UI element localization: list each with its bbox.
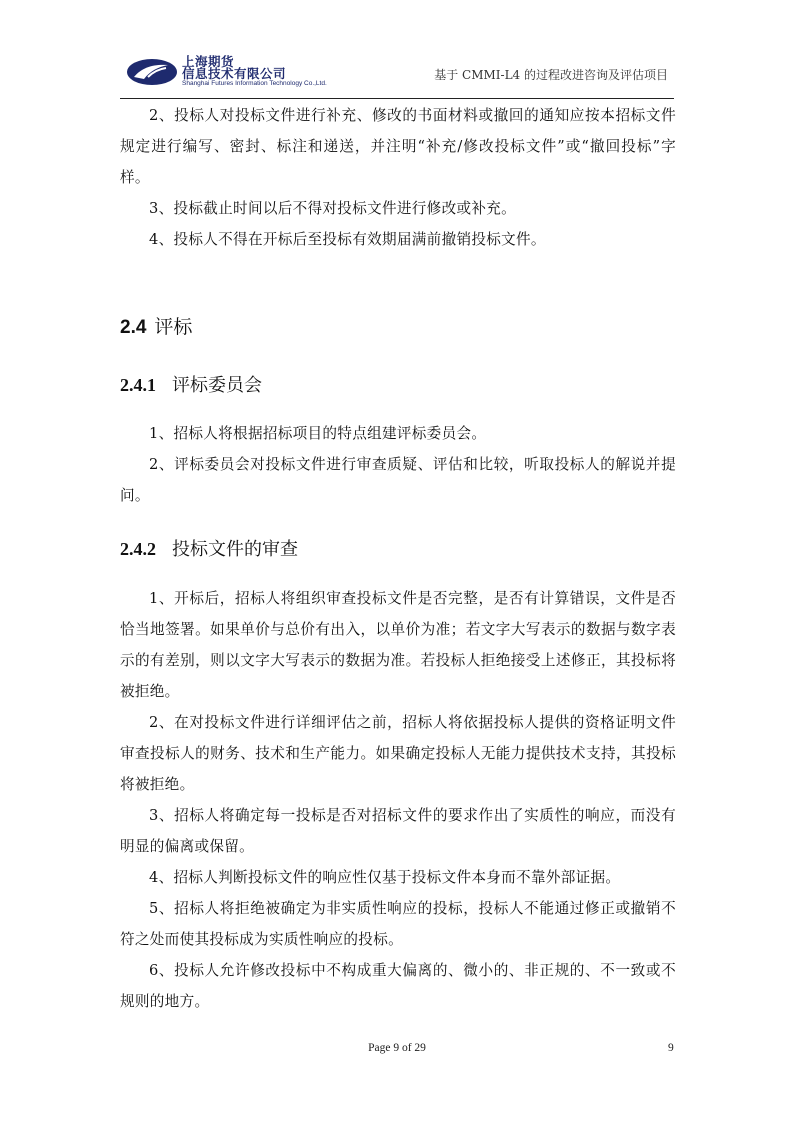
subsection-heading (120, 371, 676, 399)
paragraph: 6、投标人允许修改投标中不构成重大偏离的、微小的、非正规的、不一致或不规则的地方。 (120, 962, 676, 1010)
paragraph: 3、招标人将确定每一投标是否对招标文件的要求作出了实质性的响应，而没有明显的偏离或保留。 (120, 807, 676, 855)
footer-page-label: Page 9 of 29 (368, 1042, 426, 1054)
subsection-number: 2.4.1 (120, 375, 156, 395)
paragraph: 2、评标委员会对投标文件进行审查质疑、评估和比较，听取投标人的解说并提问。 (120, 456, 676, 504)
swoosh-logo-icon (126, 57, 178, 87)
subsection-heading (120, 535, 676, 563)
subsection-title: 投标文件的审查 (172, 539, 298, 560)
subsection-number: 2.4.2 (120, 539, 156, 559)
section-heading (120, 313, 676, 341)
paragraph: 3、投标截止时间以后不得对投标文件进行修改或补充。 (149, 200, 517, 217)
paragraph: 4、招标人判断投标文件的响应性仅基于投标文件本身而不靠外部证据。 (149, 869, 621, 886)
header-project-title: 基于 CMMI-L4 的过程改进咨询及评估项目 (434, 68, 668, 82)
paragraph: 1、招标人将根据招标项目的特点组建评标委员会。 (149, 425, 487, 442)
footer-page-number: 9 (668, 1042, 674, 1054)
paragraph: 1、开标后，招标人将组织审查投标文件是否完整，是否有计算错误，文件是否恰当地签署。如果单价与总价有出入，以单价为准；若文字大写表示的数据与数字表示的有差别，则以文字大写表示的数据为准。若投标人拒绝接受上述修正，其投标将被拒绝。 (120, 590, 676, 700)
company-name-cn-line1: 上海期货 (182, 54, 235, 69)
paragraph: 5、招标人将拒绝被确定为非实质性响应的投标，投标人不能通过修正或撤销不符之处而使其投标成为实质性响应的投标。 (120, 900, 676, 948)
paragraph: 2、投标人对投标文件进行补充、修改的书面材料或撤回的通知应按本招标文件规定进行编写、密封、标注和递送，并注明“补充/修改投标文件”或“撤回投标”字样。 (120, 107, 676, 186)
header-divider (120, 98, 674, 99)
section-title: 评标 (154, 316, 193, 338)
section-number: 2.4 (120, 317, 147, 338)
paragraph: 4、投标人不得在开标后至投标有效期届满前撤销投标文件。 (149, 231, 546, 248)
company-name-en: Shanghai Futures Information Technology Co.,Ltd. (182, 80, 327, 87)
company-name-cn-line2: 信息技术有限公司 (182, 66, 287, 81)
paragraph: 2、在对投标文件进行详细评估之前，招标人将依据投标人提供的资格证明文件审查投标人的财务、技术和生产能力。如果确定投标人无能力提供技术支持，其投标将被拒绝。 (120, 714, 676, 793)
subsection-title: 评标委员会 (172, 375, 262, 396)
document-body (120, 100, 676, 1017)
company-logo (126, 56, 426, 88)
